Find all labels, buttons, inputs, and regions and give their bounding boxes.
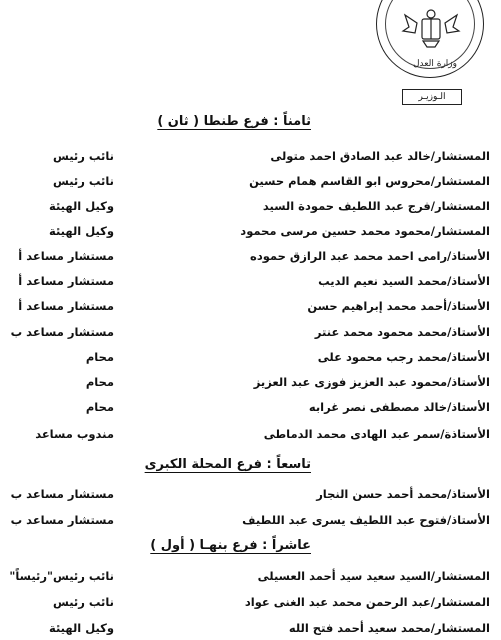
section-heading: عاشراً : فرع بنهـا ( أول ): [150, 538, 311, 553]
staff-row: [14, 592, 490, 614]
staff-title: محام: [85, 375, 114, 389]
staff-row: [14, 424, 490, 446]
staff-name: الأستاذ/محمد رجب محمود على: [317, 350, 490, 364]
staff-name: المستشار/محمود محمد حسين مرسى محمود: [240, 224, 490, 238]
staff-title: محام: [85, 400, 114, 414]
staff-row: [10, 484, 490, 506]
staff-title: نائب رئيس: [52, 174, 114, 188]
section-heading: ثامناً : فرع طنطا ( ثان ): [157, 114, 311, 129]
staff-name: الأستاذ/فتوح عبد اللطيف يسرى عبد اللطيف: [242, 513, 490, 527]
staff-name: المستشار/فرج عبد اللطيف حمودة السيد: [262, 199, 490, 213]
staff-name: الأستاذ/أحمد محمد إبراهيم حسن: [307, 299, 490, 313]
minister-stamp: الـوزيـر: [402, 89, 462, 105]
staff-row: [14, 246, 490, 268]
staff-title: وكيل الهيئة: [48, 199, 114, 213]
staff-name: الأستاذ/رامى احمد محمد عبد الرازق حموده: [250, 249, 490, 263]
staff-name: المستشار/السيد سعيد سيد أحمد العسيلى: [257, 569, 490, 583]
staff-row: [10, 510, 490, 532]
staff-title: مندوب مساعد: [35, 427, 114, 441]
staff-name: الأستاذ/خالد مصطفى نصر غرابه: [308, 400, 490, 414]
staff-row: [14, 221, 490, 243]
staff-row: [14, 347, 490, 369]
staff-title: مستشار مساعد أ: [18, 249, 114, 263]
staff-title: مستشار مساعد أ: [18, 274, 114, 288]
staff-row: [14, 146, 490, 168]
staff-row: [14, 171, 490, 193]
staff-name: المستشار/محمد سعيد أحمد فتح الله: [288, 621, 490, 635]
staff-name: الأستاذ/محمود عبد العزيز فوزى عبد العزيز: [253, 375, 490, 389]
staff-name: المستشار/محروس ابو القاسم همام حسين: [249, 174, 490, 188]
staff-title: مستشار مساعد ب: [10, 325, 114, 339]
staff-name: المستشار/عبد الرحمن محمد عبد الغنى عواد: [244, 595, 490, 609]
staff-title: مستشار مساعد ب: [10, 513, 114, 527]
staff-row: [14, 196, 490, 218]
staff-title: نائب رئيس"رئيساً": [9, 569, 114, 583]
staff-title: وكيل الهيئة: [48, 224, 114, 238]
staff-title: نائب رئيس: [52, 149, 114, 163]
staff-title: مستشار مساعد ب: [10, 487, 114, 501]
staff-name: الأستاذ/محمد محمود محمد عنتر: [314, 325, 490, 339]
staff-row: [14, 618, 490, 640]
staff-title: مستشار مساعد أ: [18, 299, 114, 313]
staff-title: محام: [85, 350, 114, 364]
staff-name: الأستاذ/محمد أحمد حسن النجار: [316, 487, 490, 501]
section-heading: تاسعاً : فرع المحلة الكبرى: [144, 457, 311, 472]
staff-row: [14, 397, 490, 419]
staff-row: [14, 271, 490, 293]
staff-row: [9, 566, 490, 588]
staff-name: الأستاذ/محمد السيد نعيم الديب: [318, 274, 490, 288]
staff-name: الأستاذة/سمر عبد الهادى محمد الدماطى: [263, 427, 490, 441]
seal-caption: وزارة العدل: [413, 59, 457, 69]
staff-title: وكيل الهيئة: [48, 621, 114, 635]
staff-name: المستشار/خالد عبد الصادق احمد متولى: [270, 149, 490, 163]
staff-row: [10, 322, 490, 344]
staff-row: [14, 372, 490, 394]
staff-title: نائب رئيس: [52, 595, 114, 609]
staff-row: [14, 296, 490, 318]
